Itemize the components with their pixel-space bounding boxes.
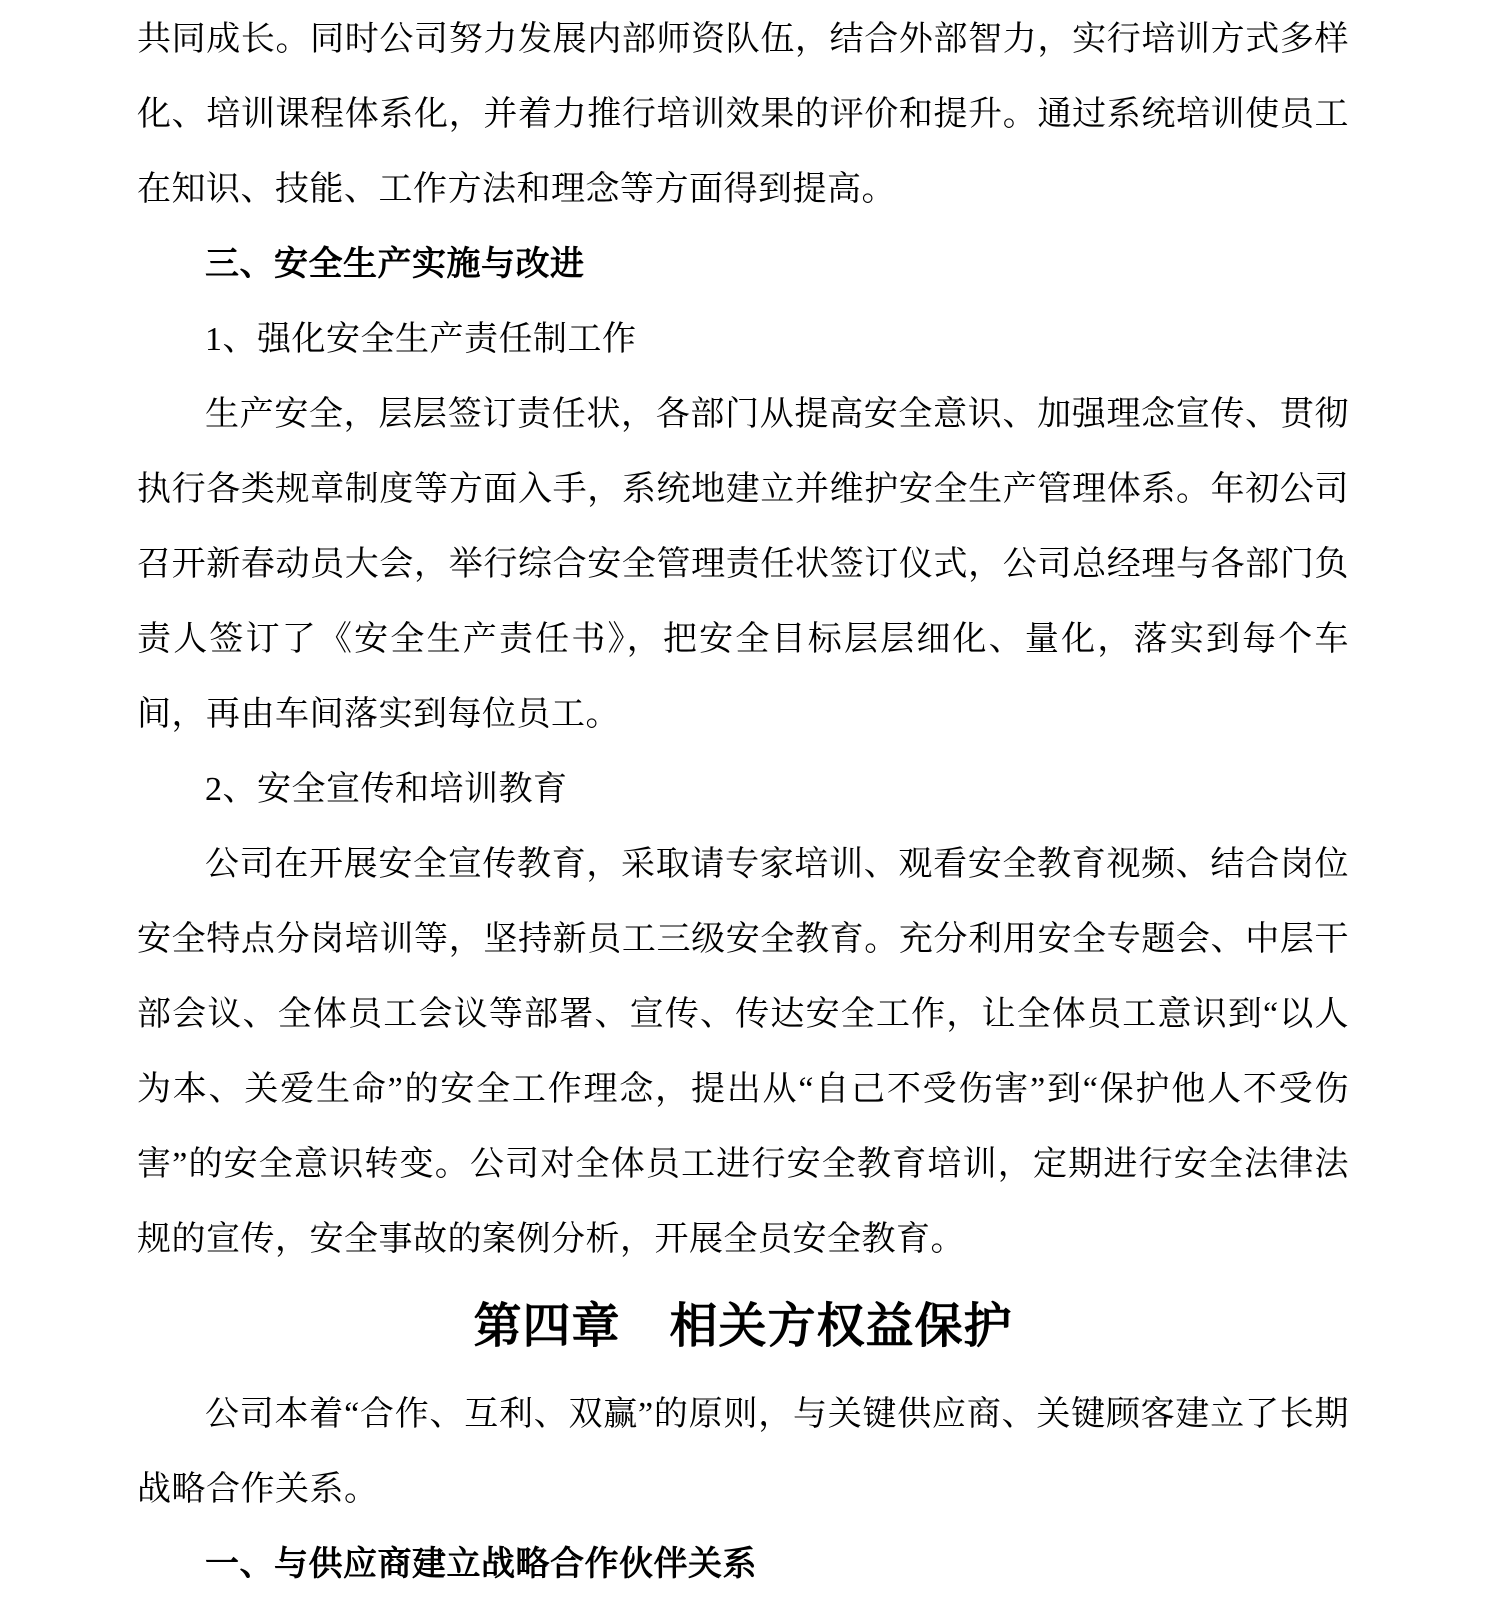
section-heading-supplier-partnership: 一、与供应商建立战略合作伙伴关系 [205,1546,757,1583]
body-paragraph-responsibility: 生产安全，层层签订责任状，各部门从提高安全意识、加强理念宣传、贯彻执行各类规章制度等方面入手，系统地建立并维护安全生产管理体系。年初公司召开新春动员大会，举行综合安全管理责任状签订仪式，公司总经理与各部门负责人签订了《安全生产责任书》，把安全目标层层细化、量化，落实到每个车间，再由车间落实到每位员工。 [137,396,1349,733]
section-heading-safety-production: 三、安全生产实施与改进 [205,246,585,283]
body-paragraph-cooperation: 公司本着“合作、互利、双赢”的原则，与关键供应商、关键顾客建立了长期战略合作关系。 [137,1396,1349,1508]
list-item-1: 1、强化安全生产责任制工作 [205,321,637,358]
list-item-2: 2、安全宣传和培训教育 [205,771,568,808]
body-paragraph-safety-education: 公司在开展安全宣传教育，采取请专家培训、观看安全教育视频、结合岗位安全特点分岗培训等，坚持新员工三级安全教育。充分利用安全专题会、中层干部会议、全体员工会议等部署、宣传、传达安全工作，让全体员工意识到“以人为本、关爱生命”的安全工作理念，提出从“自己不受伤害”到“保护他人不受伤害”的安全意识转变。公司对全体员工进行安全教育培训，定期进行安全法律法规的宣传，安全事故的案例分析，开展全员安全教育。 [137,846,1349,1258]
body-paragraph-continuation: 共同成长。同时公司努力发展内部师资队伍，结合外部智力，实行培训方式多样化、培训课程体系化，并着力推行培训效果的评价和提升。通过系统培训使员工在知识、技能、工作方法和理念等方面得到提高。 [137,21,1349,208]
chapter-title: 第四章 相关方权益保护 [473,1300,1013,1353]
